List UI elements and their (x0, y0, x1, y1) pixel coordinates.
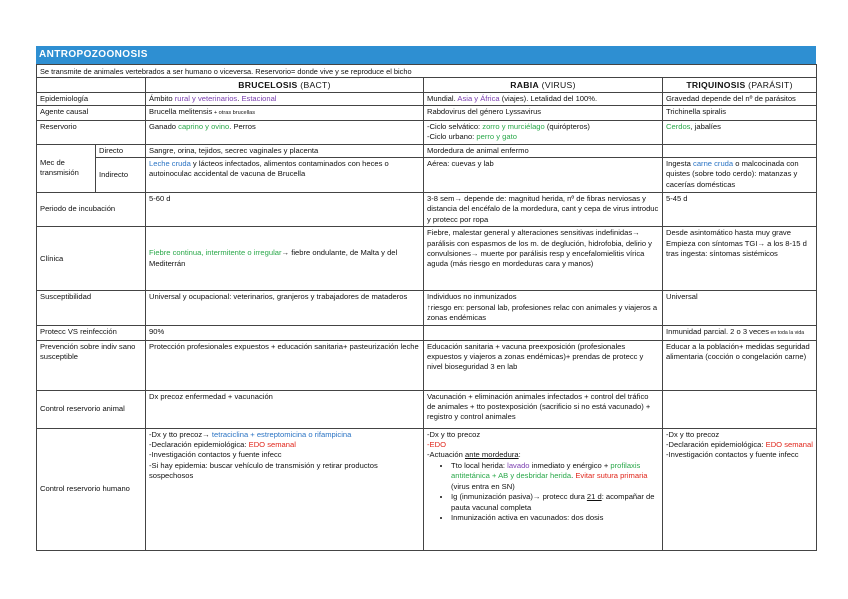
list-item (451, 492, 659, 513)
highlight-text: caprino y ovino (178, 121, 230, 131)
highlight-text: rural y veterinarios (174, 93, 238, 103)
cell-triquinosis: Educar a la población+ medidas seguridad alimentaria (cocción o congelación carne) (663, 340, 817, 390)
row-label: Protecc VS reinfección (37, 326, 146, 340)
cell-rabia: Aérea: cuevas y lab (424, 158, 663, 193)
line: -Dx y tto precoz (666, 429, 720, 439)
text: -Actuación (427, 450, 465, 460)
text: inmediato y enérgico + (529, 460, 611, 470)
line (149, 430, 420, 440)
highlight-text: carne cruda (693, 159, 734, 169)
cell-triquinosis (663, 144, 817, 157)
text: : acompañar de pauta vacunal completa (451, 492, 655, 512)
cell-rabia: Educación sanitaria + vacuna preexposición (profesionales expuestos y viajeros a zonas endémicas)+ prendas de protecc y nivel bioseguridad 3 en lab (424, 340, 663, 390)
text: y lácteos infectados, alimentos contaminados con heces o autoinoculac accidental de vacuna de Brucella (149, 159, 389, 179)
line (149, 440, 420, 450)
highlight-text: profilaxis antitetánica + AB y desbridar herida (451, 460, 641, 481)
cell-triquinosis (663, 390, 817, 428)
cell-brucelosis (146, 106, 424, 120)
text: . (237, 93, 242, 103)
header-row (37, 78, 817, 92)
highlight-text: tetraciclina + estreptomicina o rifampicina (211, 429, 352, 439)
sub-label-indirecto: Indirecto (96, 158, 146, 193)
highlight-text: lavado (507, 460, 530, 470)
text: Mundial. (427, 93, 458, 103)
bullet-list (427, 461, 659, 523)
cell-brucelosis: Universal y ocupacional: veterinarios, granjeros y trabajadores de mataderos (146, 291, 424, 326)
row-label: Agente causal (37, 106, 146, 120)
header-empty (37, 78, 146, 92)
intro-row (37, 65, 817, 78)
highlight-text: perro y gato (476, 132, 517, 142)
highlight-text: Asia y África (457, 93, 500, 103)
highlight-text: Leche cruda (149, 159, 191, 169)
text: -Declaración epidemiológica: (666, 440, 766, 450)
highlight-text: Evitar sutura primaria (575, 471, 648, 481)
cell-triquinosis: Gravedad depende del nº de parásitos (663, 92, 817, 105)
text: o malcocinada con quistes (sobre todo cerdo): matanzas y cacerías domésticas (666, 159, 799, 189)
underlined-text: 21 d (586, 492, 602, 502)
row-label: Periodo de incubación (37, 193, 146, 227)
text: Brucella melitensis (149, 107, 213, 117)
line (427, 132, 659, 142)
row-label: Epidemiología (37, 92, 146, 105)
header-rabia (424, 78, 663, 92)
text: → fiebre ondulante, de Malta y del Mediterrán (149, 248, 398, 268)
row-control-animal (37, 390, 817, 428)
row-label: Susceptibilidad (37, 291, 146, 326)
line: Individuos no inmunizados (427, 292, 517, 302)
cell-brucelosis (146, 120, 424, 144)
cell-rabia: Mordedura de animal enfermo (424, 144, 663, 157)
text: -Ciclo urbano: (427, 132, 477, 142)
row-label: Reservorio (37, 120, 146, 144)
row-label: Prevención sobre indiv sano susceptible (37, 340, 146, 390)
sub-label-directo: Directo (96, 144, 146, 157)
highlight-text: EDO semanal (248, 440, 296, 450)
highlight-text: EDO semanal (765, 440, 813, 450)
small-text: en toda la vida (769, 330, 805, 337)
cell-brucelosis (146, 158, 424, 193)
line: -Investigación contactos y fuente infecc (149, 450, 282, 460)
cell-triquinosis (663, 158, 817, 193)
line: ↑riesgo en: personal lab, profesiones relac con animales y viajeros a zonas endémicas (427, 302, 658, 323)
cell-triquinosis (663, 120, 817, 144)
cell-brucelosis: Dx precoz enfermedad + vacunación (146, 390, 424, 428)
cell-brucelosis: Sangre, orina, tejidos, secrec vaginales y placenta (146, 144, 424, 157)
cell-rabia (424, 326, 663, 340)
row-clinica (37, 227, 817, 291)
line: -Dx y tto precoz (427, 429, 481, 439)
header-brucelosis-title: BRUCELOSIS (238, 80, 298, 91)
line: Empieza con síntomas TGI→ a los 8-15 d tras ingesta: síntomas sistémicos (666, 238, 807, 259)
row-reservorio (37, 120, 817, 144)
row-proteccion (37, 326, 817, 340)
cell-triquinosis: 5-45 d (663, 193, 817, 227)
cell-brucelosis: 5-60 d (146, 193, 424, 227)
row-mec-indirecto (37, 158, 817, 193)
line: Desde asintomático hasta muy grave (666, 228, 791, 238)
line: -Investigación contactos y fuente infecc (666, 450, 799, 460)
cell-rabia: 3-8 sem→ depende de: magnitud herida, nº de fibras nerviosas y distancia del encéfalo de la mordedura, cant y cepa de virus introduc y protecc por ropa (424, 193, 663, 227)
header-triquinosis-type: (PARÁSIT) (745, 80, 793, 91)
highlight-text: zorro y murciélago (482, 121, 545, 131)
row-prevencion (37, 340, 817, 390)
cell-brucelosis: 90% (146, 326, 424, 340)
text: -Dx y tto precoz→ (149, 429, 212, 439)
highlight-text: Fiebre continua, intermitente o irregular (149, 248, 282, 258)
line (427, 122, 659, 132)
list-item (451, 461, 659, 492)
cell-brucelosis (146, 428, 424, 550)
document-page (36, 46, 816, 551)
text: . (571, 471, 576, 481)
cell-triquinosis (663, 428, 817, 550)
row-susceptibilidad (37, 291, 817, 326)
text: Ámbito (149, 93, 175, 103)
row-label: Clínica (37, 227, 146, 291)
cell-rabia (424, 291, 663, 326)
row-epidemiologia (37, 92, 817, 105)
header-rabia-type: (VIRUS) (538, 80, 576, 91)
row-label: Mec de transmisión (37, 144, 96, 192)
line: -Si hay epidemia: buscar vehículo de transmisión y retirar productos sospechosos (149, 460, 378, 481)
highlight-text: Cerdos (666, 121, 691, 131)
text: Ingesta (666, 159, 694, 169)
cell-triquinosis: Trichinella spiralis (663, 106, 817, 120)
text: -Ciclo selvático: (427, 121, 483, 131)
cell-rabia (424, 120, 663, 144)
underlined-text: ante mordedura (465, 450, 519, 460)
intro-text: Se transmite de animales vertebrados a ser humano o viceversa. Reservorio= donde vive y se reproduce el bicho (37, 65, 817, 78)
line (666, 440, 813, 450)
cell-brucelosis (146, 227, 424, 291)
row-incubacion (37, 193, 817, 227)
cell-rabia (424, 428, 663, 550)
cell-rabia: Vacunación + eliminación animales infectados + control del tráfico de animales + tto postexposición (sacrificio si no está vacunado) + registro y control animales (424, 390, 663, 428)
cell-triquinosis (663, 227, 817, 291)
small-text: + otras brucellas (212, 110, 256, 117)
header-rabia-title: RABIA (510, 80, 539, 91)
text: Inmunidad parcial. 2 o 3 veces (666, 327, 769, 337)
text: Tto local herida: (451, 460, 508, 470)
text: (quirópteros) (544, 121, 590, 131)
row-label: Control reservorio animal (37, 390, 146, 428)
line (427, 450, 659, 460)
cell-triquinosis (663, 326, 817, 340)
text: Ig (inmunización pasiva)→ protecc dura (451, 492, 587, 502)
text: : (518, 450, 521, 460)
line: -EDO (427, 440, 446, 450)
header-triquinosis-title: TRIQUINOSIS (686, 80, 746, 91)
row-mec-directo (37, 144, 817, 157)
row-agente-causal (37, 106, 817, 120)
text: -Declaración epidemiológica: (149, 440, 249, 450)
cell-rabia (424, 92, 663, 105)
cell-triquinosis: Universal (663, 291, 817, 326)
zoonosis-table (36, 64, 817, 551)
cell-rabia: Rabdovirus del género Lyssavirus (424, 106, 663, 120)
list-item: • Inmunización activa en vacunados: dos dosis (451, 513, 659, 523)
row-control-humano (37, 428, 817, 550)
cell-rabia: Fiebre, malestar general y alteraciones sensitivas indefinidas→ parálisis con espasmos de los m. de deglución, hidrofobia, delirio y convulsiones→ muerte por parálisis resp y encefalomielitis vírica aguda (más riesgo en mordeduras cara y manos) (424, 227, 663, 291)
text: . Perros (229, 121, 256, 131)
cell-brucelosis: Protección profesionales expuestos + educación sanitaria+ pasteurización leche (146, 340, 424, 390)
cell-brucelosis (146, 92, 424, 105)
row-label: Control reservorio humano (37, 428, 146, 550)
highlight-text: Estacional (241, 93, 277, 103)
header-triquinosis (663, 78, 817, 92)
section-banner: ANTROPOZOONOSIS (36, 46, 816, 64)
text: (viajes). Letalidad del 100%. (499, 93, 598, 103)
text: , jabalíes (690, 121, 721, 131)
header-brucelosis (146, 78, 424, 92)
header-brucelosis-type: (BACT) (297, 80, 331, 91)
text: Ganado (149, 121, 179, 131)
text: (virus entra en SN) (451, 481, 515, 491)
